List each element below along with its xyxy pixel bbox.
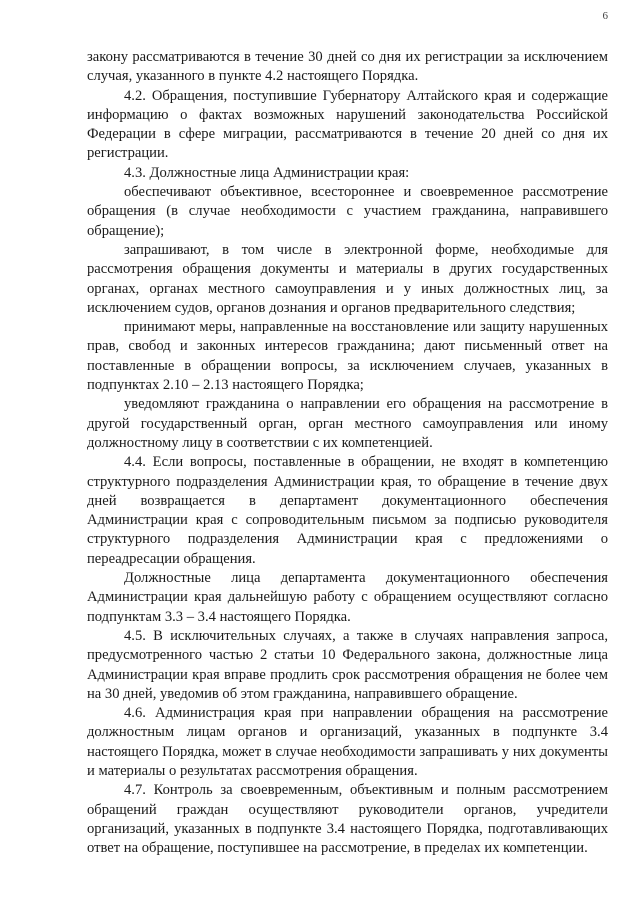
paragraph-4-2: 4.2. Обращения, поступившие Губернатору Алтайского края и содержащие информацию о фактах возможных нарушений законодательства Российской Федерации в сфере миграции, рассматриваются в течение 20 дней со дня их регистрации. — [87, 87, 608, 162]
paragraph-4-3: 4.3. Должностные лица Администрации края: — [124, 164, 410, 181]
paragraph-4-3-item-2: запрашивают, в том числе в электронной форме, необходимые для рассмотрения обращения документы и материалы в других государственных органах, органах местного самоуправления и у иных должностных лиц, за исключением судов, органов дознания и органов предварительного следствия; — [87, 241, 608, 316]
paragraph-4-7: 4.7. Контроль за своевременным, объективным и полным рассмотрением обращений граждан осуществляют руководители органов, учредители организаций, указанных в подпункте 3.4 настоящего Порядка, подготавливающих ответ на обращение, поступившее на рассмотрение, в пределах их компетенции. — [87, 782, 608, 857]
paragraph-continuation: закону рассматриваются в течение 30 дней со дня их регистрации за исключением случая, указанного в пункте 4.2 настоящего Порядка. — [87, 49, 608, 85]
paragraph-4-5: 4.5. В исключительных случаях, а также в случаях направления запроса, предусмотренного частью 2 статьи 10 Федерального закона, должностные лица Администрации края вправе продлить срок рассмотрения обращения не более чем на 30 дней, уведомив об этом гражданина, направившего обращение. — [87, 627, 608, 702]
paragraph-4-3-item-3: принимают меры, направленные на восстановление или защиту нарушенных прав, свобод и законных интересов гражданина; дают письменный ответ на поставленные в обращении вопросы, за исключением случаев, указанных в подпунктах 2.10 – 2.13 настоящего Порядка; — [87, 319, 608, 394]
paragraph-4-4-continued: Должностные лица департамента документационного обеспечения Администрации края дальнейшую работу с обращением осуществляют согласно подпунктам 3.3 – 3.4 настоящего Порядка. — [87, 570, 608, 625]
document-body — [87, 48, 608, 858]
paragraph-4-4: 4.4. Если вопросы, поставленные в обращении, не входят в компетенцию структурного подразделения Администрации края, то обращение в течение двух дней возвращается в департамент документационного обеспечения Администрации края с сопроводительным письмом за подписью руководителя структурного подразделения Администрации края с предложениями о переадресации обращения. — [87, 454, 608, 567]
page-number: 6 — [602, 10, 608, 22]
paragraph-4-3-item-1: обеспечивают объективное, всестороннее и своевременное рассмотрение обращения (в случае необходимости с участием гражданина, направившего обращение); — [87, 184, 608, 239]
paragraph-4-6: 4.6. Администрация края при направлении обращения на рассмотрение должностным лицам органов и организаций, указанных в подпункте 3.4 настоящего Порядка, может в случае необходимости запрашивать у них документы и материалы о результатах рассмотрения обращения. — [87, 705, 608, 779]
paragraph-4-3-item-4: уведомляют гражданина о направлении его обращения на рассмотрение в другой государственный орган, орган местного самоуправления или иному должностному лицу в соответствии с их компетенцией. — [87, 396, 608, 451]
